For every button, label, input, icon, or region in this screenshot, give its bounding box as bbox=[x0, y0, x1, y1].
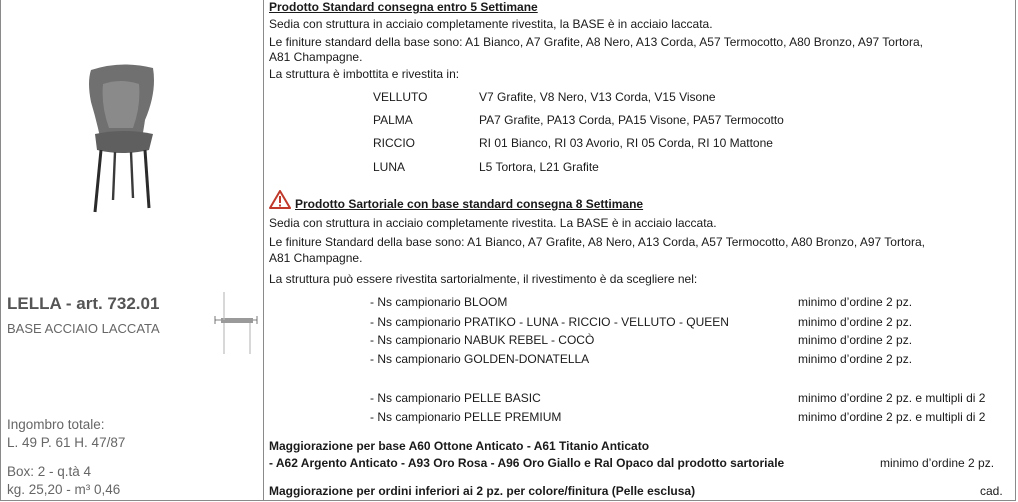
fabric-name: PALMA bbox=[373, 113, 413, 127]
standard-heading: Prodotto Standard consegna entro 5 Settimane bbox=[269, 0, 538, 14]
campionario-minimum: minimo d’ordine 2 pz. bbox=[798, 315, 913, 329]
fabric-colors: PA7 Grafite, PA13 Corda, PA15 Visone, PA57 Termocotto bbox=[479, 113, 784, 127]
campionario-minimum: minimo d’ordine 2 pz. bbox=[798, 352, 913, 366]
product-box: Box: 2 - q.tà 4 bbox=[7, 464, 92, 479]
campionario-label: - Ns campionario NABUK REBEL - COCÒ bbox=[370, 333, 595, 347]
sartoriale-line-1: Sedia con struttura in acciaio completamente rivestita. La BASE è in acciaio laccata. bbox=[269, 216, 717, 230]
product-base: BASE ACCIAIO LACCATA bbox=[7, 321, 160, 336]
fabric-colors: RI 01 Bianco, RI 03 Avorio, RI 05 Corda, RI 10 Mattone bbox=[479, 136, 773, 150]
campionario-label: - Ns campionario PRATIKO - LUNA - RICCIO - VELLUTO - QUEEN bbox=[370, 315, 729, 329]
maggiorazione-base-line-2: - A62 Argento Anticato - A93 Oro Rosa - A96 Oro Giallo e Ral Opaco dal prodotto sartoriale bbox=[269, 456, 785, 470]
chair-photo bbox=[83, 62, 159, 214]
maggiorazione-ordini: Maggiorazione per ordini inferiori ai 2 pz. per colore/finitura (Pelle esclusa) bbox=[269, 484, 696, 498]
fabric-name: LUNA bbox=[373, 160, 406, 174]
product-dimensions: L. 49 P. 61 H. 47/87 bbox=[7, 435, 126, 450]
product-name: LELLA - art. 732.01 bbox=[7, 294, 160, 313]
campionario-minimum: minimo d’ordine 2 pz. bbox=[798, 295, 913, 309]
standard-line-2: Le finiture standard della base sono: A1 Bianco, A7 Grafite, A8 Nero, A13 Corda, A57 Termocotto, A80 Bronzo, A97 Tortora, bbox=[269, 35, 923, 49]
ingombro-label: Ingombro totale: bbox=[7, 417, 105, 432]
fabric-colors: L5 Tortora, L21 Grafite bbox=[479, 160, 599, 174]
fabric-name: VELLUTO bbox=[373, 90, 428, 104]
maggiorazione-ordini-unit: cad. bbox=[980, 484, 1003, 498]
standard-line-3: A81 Champagne. bbox=[269, 50, 363, 64]
standard-line-4: La struttura è imbottita e rivestita in: bbox=[269, 67, 460, 81]
sartoriale-line-2: Le finiture Standard della base sono: A1 Bianco, A7 Grafite, A8 Nero, A13 Corda, A57 Termocotto, A80 Bronzo, A97 Tortora, bbox=[269, 235, 925, 249]
campionario-label: - Ns campionario BLOOM bbox=[370, 295, 508, 309]
maggiorazione-base-minimum: minimo d’ordine 2 pz. bbox=[880, 456, 995, 470]
campionario-minimum: minimo d’ordine 2 pz. bbox=[798, 333, 913, 347]
fabric-colors: V7 Grafite, V8 Nero, V13 Corda, V15 Visone bbox=[479, 90, 716, 104]
campionario-label: - Ns campionario GOLDEN-DONATELLA bbox=[370, 352, 590, 366]
campionario-label: - Ns campionario PELLE PREMIUM bbox=[370, 410, 562, 424]
product-info-panel bbox=[1, 0, 264, 501]
campionario-label: - Ns campionario PELLE BASIC bbox=[370, 391, 541, 405]
sartoriale-heading: Prodotto Sartoriale con base standard consegna 8 Settimane bbox=[295, 197, 644, 211]
campionario-minimum: minimo d’ordine 2 pz. e multipli di 2 bbox=[798, 410, 986, 424]
standard-line-1: Sedia con struttura in acciaio completamente rivestita, la BASE è in acciaio laccata. bbox=[269, 17, 713, 31]
sartoriale-line-4: La struttura può essere rivestita sartorialmente, il rivestimento è da scegliere nel: bbox=[269, 272, 698, 286]
product-weight: kg. 25,20 - m³ 0,46 bbox=[7, 482, 121, 497]
campionario-minimum: minimo d’ordine 2 pz. e multipli di 2 bbox=[798, 391, 986, 405]
sartoriale-line-3: A81 Champagne. bbox=[269, 251, 363, 265]
maggiorazione-base-line-1: Maggiorazione per base A60 Ottone Anticato - A61 Titanio Anticato bbox=[269, 439, 650, 453]
chair-side-diagram bbox=[213, 292, 259, 356]
fabric-name: RICCIO bbox=[373, 136, 415, 150]
warning-triangle-icon bbox=[269, 190, 291, 209]
